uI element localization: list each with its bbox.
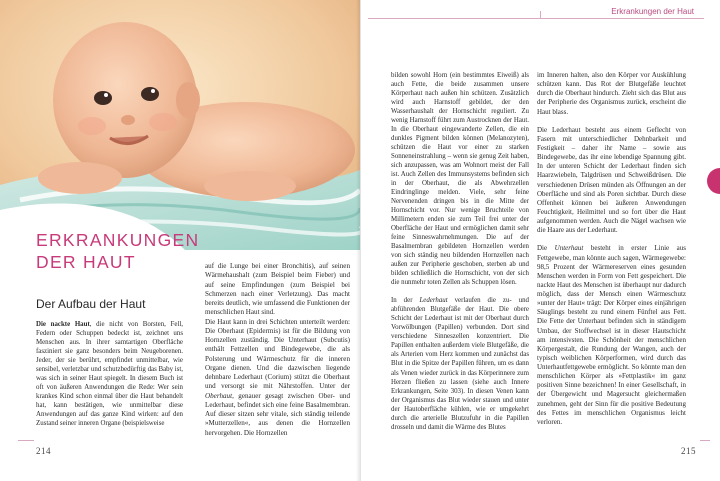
chapter-title [36, 229, 199, 273]
emphasis: Oberhaut [205, 391, 233, 400]
text-column-1 [36, 320, 183, 437]
paragraph-text: , genauer gesagt zwischen Ober- und Lederhaut, befindet sich eine feine Basalmembran. Auf dieser sitzen sehr vitale, sich ständig teilende »Mutterzellen«, aus denen die Hornzellen hervorgehen. Die Hornzellen [205, 391, 350, 437]
page-number-left: 214 [36, 446, 51, 456]
paragraph [391, 296, 529, 431]
paragraph [205, 318, 350, 438]
text-column-2 [205, 262, 350, 438]
paragraph-text: Die [537, 244, 555, 253]
baby-photo [0, 0, 360, 250]
page-number-right: 215 [681, 446, 696, 456]
section-title: Der Aufbau der Haut [36, 297, 146, 311]
emphasis: Unterhaut [554, 244, 584, 253]
paragraph-text: Unter der [319, 382, 351, 391]
emphasis: Lederhaut [419, 297, 448, 305]
chapter-title-line-1: ERKRANKUNGEN [36, 230, 200, 250]
paragraph [36, 320, 183, 428]
paragraph: bilden sowohl Horn (ein bestimmtes Eiweiß) als auch Fette, die beide zusammen unsere Körperhaut nach außen hin schützen. Zusätzlich wird auch Harnstoff gebildet, der den Wasserhaushalt der Hornschicht reguliert. Zu wenig Harnstoff führt zum Austrocknen der Haut. In die Oberhaut eingewanderte Zellen, die ein dunkles Pigment bilden können (Melanozyten), schützen die Haut vor einer zu starken Sonneneinstrahlung – wenn sie genug Zeit haben, sich anzupassen, was am Wohnort meist der Fall ist. Auch Zellen des Immunsystems befinden sich in der Oberhaut, die als Abwehrzellen Eindringlinge melden. Viele, sehr feine Nervenenden dringen bis in die Mitte der Hornschicht vor. Nur wenige Bruchteile von Millimetern enden sie zum Teil frei unter der Oberfläche der Haut und ermöglichen damit sehr feine Sinneswahrnehmungen. Die auf der Basalmembran gebildeten Hornzellen werden von sich ständig neu bildenden Hornzellen nach außen zur Peripherie geschoben, sterben ab und bilden schließlich die Hornschicht, von der sich die nunmehr toten Zellen als Schuppen lösen. [391, 72, 529, 287]
header-tick [540, 11, 541, 19]
footer-rule [700, 440, 710, 441]
paragraph-text: In der [391, 297, 420, 305]
paragraph-text: , die nicht von Borsten, Fell, Federn oder Schuppen bedeckt ist, zeichnet uns Menschen aus. In ihrer samtartigen Oberfläche fasziniert sie ganz besonders beim Neugeborenen. Jeder, der sie berührt, empfindet unmittelbar, wie sensibel, verletzbar und schutzbedürftig das Baby ist, was sich in seiner Haut spiegelt. In diesem Buch ist oft von äußeren Anwendungen die Rede: Wer sein krankes Kind schon einmal über die Haut behandelt hat, kann bestätigen, wie unmittelbar diese Anwendungen auf das ganze Kind wirken: auf den Zustand seiner inneren Organe (beispielsweise [36, 321, 183, 428]
text-column-3 [391, 71, 529, 432]
paragraph: auf die Lunge bei einer Bronchitis), auf seinen Wärmehaushalt (zum Beispiel beim Fieber) und auf seine Empfindungen (zum Beispiel bei Schmerzen nach einer Verletzung). Das macht bereits deutlich, wie umfassend die Funktionen der menschlichen Haut sind. [205, 262, 350, 317]
paragraph: im Inneren halten, also den Körper vor Auskühlung schützen kann. Das Rot der Blutgefäße leuchtet durch die Oberhaut hindurch. Zieht sich das Blut aus der Peripherie des Organismus zurück, erscheint die Haut blass. [537, 71, 686, 116]
text-column-4 [537, 71, 686, 427]
footer-rule [18, 440, 34, 441]
paragraph [537, 244, 686, 427]
header-rule [368, 18, 704, 19]
chapter-title-line-2: DER HAUT [36, 252, 136, 272]
paragraph-text: besteht in erster Linie aus Fettgewebe, man könnte auch sagen, Wärmegewebe: 98,5 Prozent der Wärmereserven eines gesunden Menschen werden in Form von Fett gespeichert. Die nackte Haut des Menschen ist überhaupt nur dadurch möglich, dass der Mensch einen Wärmeschutz »unter der Haut« trägt: Der Körper eines einjährigen Säuglings besteht zu rund einem Fünftel aus Fett. Die Fette der Unterhaut befinden sich in ständigem Umbau, der Stoffwechsel ist in dieser Hautschicht am intensivsten. Die Schönheit der menschlichen Körpergestalt, die Rundung der Wangen, auch der typisch weiblichen Körperformen, wird durch das Unterhautfettgewebe ermöglicht. So könnte man den menschlichen Körper als »Fettplastik« im ganz positiven Sinne bezeichnen! In einer Gesellschaft, in der Übergewicht und Magersucht gleichermaßen zunehmen, geht der Sinn für die positive Bedeutung des Fettes im menschlichen Organismus leicht verloren. [537, 244, 687, 426]
running-header: Erkrankungen der Haut [611, 7, 694, 16]
lead-in: Die nackte Haut [36, 321, 90, 328]
paragraph-text: Die Haut kann in drei Schichten unterteilt werden: Die Oberhaut (Epidermis) ist für die Bildung von Hornzellen zuständig. Die Unterhaut (Subcutis) enthält Fettzellen und Bindegewebe, die als Polsterung und Wärmeschutz für die inneren Organe dienen. Und die dazwischen liegende dehnbare Lederhaut (Corium) stützt die Oberhaut und versorgt sie mit Nährstoffen. [205, 317, 350, 391]
paragraph-text: verlaufen die zu- und abführenden Blutgefäße der Haut. Die obere Schicht der Lederhaut ist mit der Oberhaut durch Vorwölbungen (Papillen) verbunden. Dort sind verschiedene Sinneszellen konzentriert. Die Papillen enthalten außerdem viele Blutgefäße, die als Arterien vom Herz kommen und zunächst das Blut in die Spitze der Papillen führen, um es dann als Venen wieder zurück in das Körperinnere zum Herzen fließen zu lassen (siehe auch Innere Erkrankungen, Seite 303). In diesen Venen kann der Organismus das Blut wieder stauen und unter der Hautoberfläche kühlen, wie er umgekehrt durch die arterielle Blutzufuhr in die Papillen drosseln und damit die Wärme des Blutes [391, 297, 529, 431]
paragraph: Die Lederhaut besteht aus einem Geflecht von Fasern mit unterschiedlicher Dehnbarkeit und Festigkeit – daher ihr Name – sowie aus Bindegewebe, das ihr eine lebendige Spannung gibt. In der unteren Schicht der Lederhaut finden sich Haarzwiebeln, Talgdrüsen und Schweißdrüsen. Die verschiedenen Drüsen münden als Öffnungen an der Oberfläche und sind als Poren sichtbar. Durch diese Offenheit können bei äußeren Anwendungen Feuchtigkeit, Heilmittel und so fort über die Haut aufgenommen werden. Auch die Nägel wachsen wie die Haare aus der Lederhaut. [537, 125, 686, 235]
